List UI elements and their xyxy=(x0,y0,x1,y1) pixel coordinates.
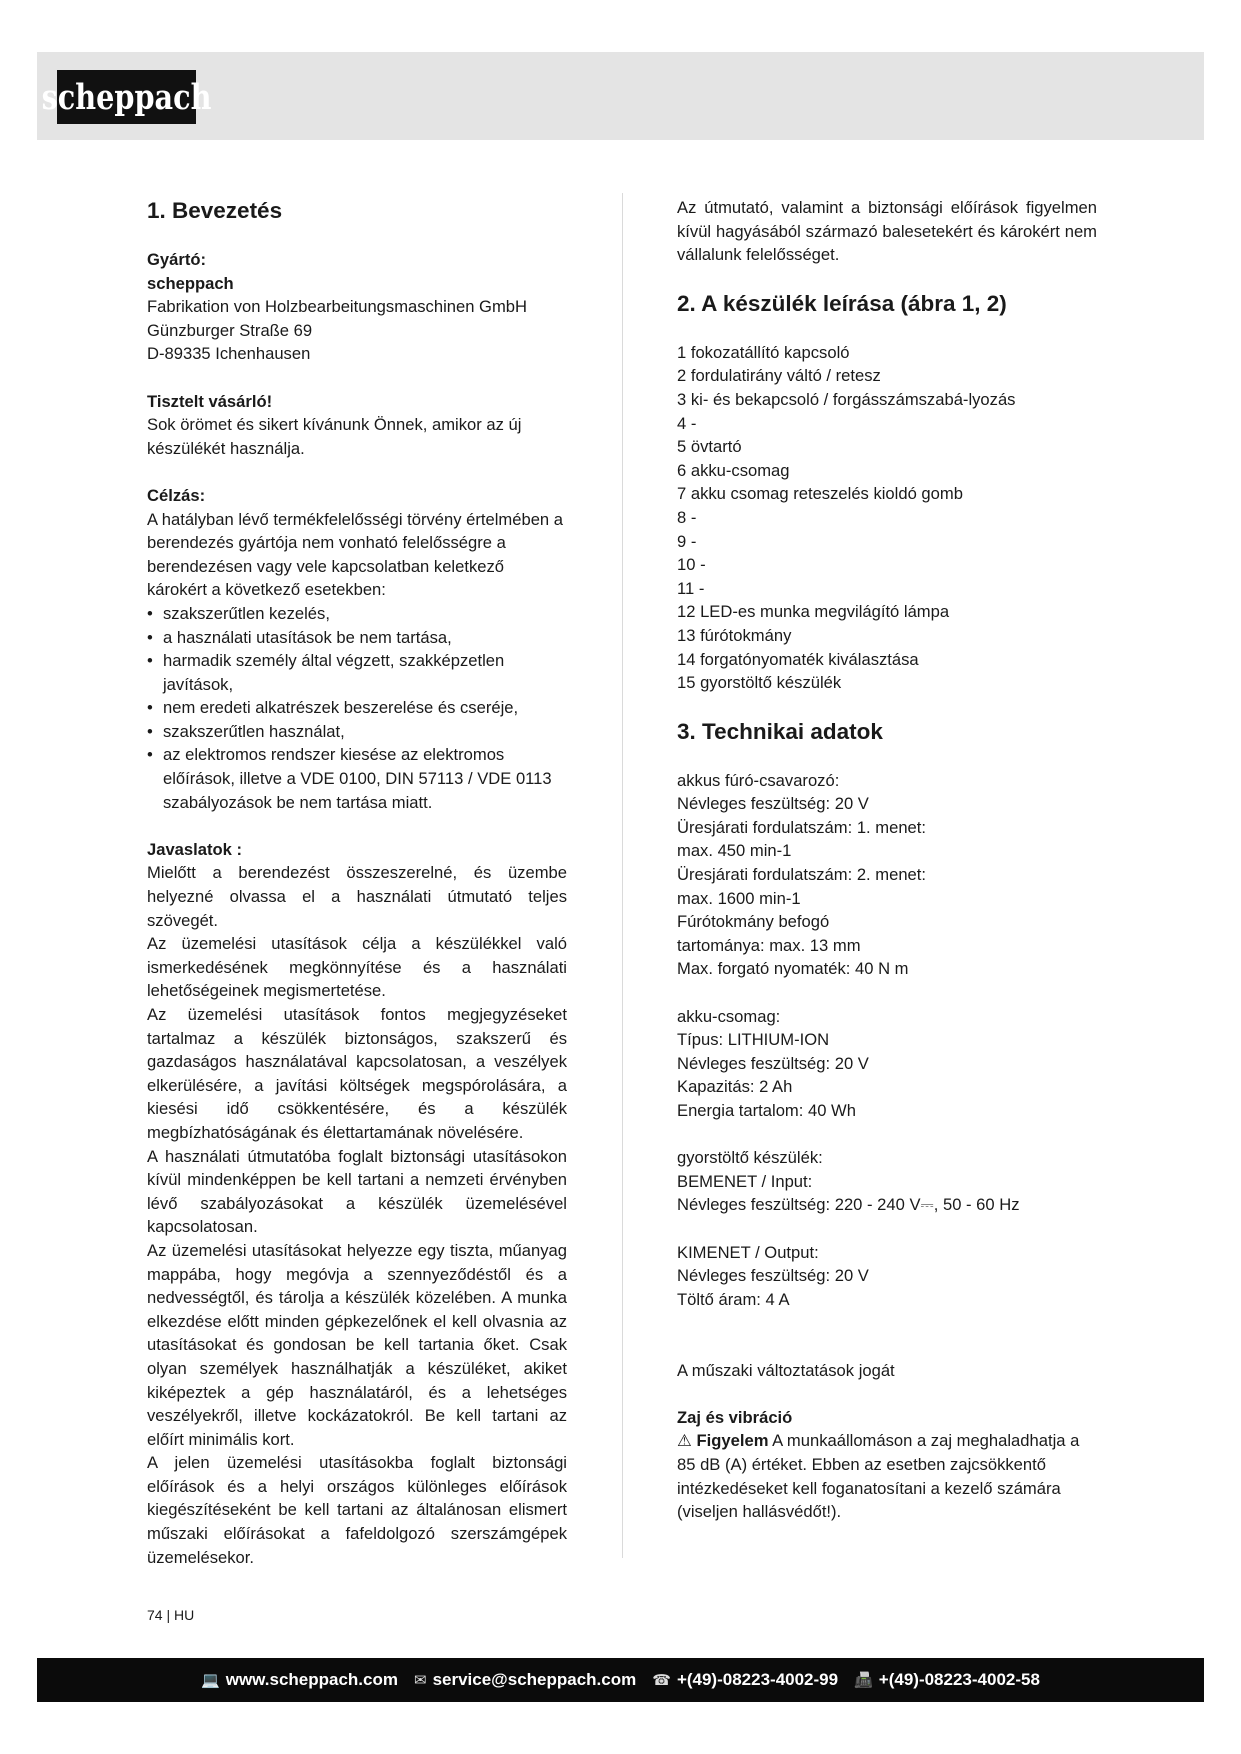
footer-band xyxy=(37,1658,1204,1702)
advice-paragraph: Mielőtt a berendezést összeszerelné, és üzembe helyezné olvassa el a használati útmutató teljes szövegét. xyxy=(147,863,567,930)
spec-line: akku-csomag: xyxy=(677,1006,781,1026)
spec-line: gyorstöltő készülék: xyxy=(677,1148,823,1168)
spec-line: Töltő áram: 4 A xyxy=(677,1289,790,1309)
list-item: 7 akku csomag reteszelés kioldó gomb xyxy=(677,484,963,504)
spec-line: max. 450 min-1 xyxy=(677,841,792,861)
list-item: • nem eredeti alkatrészek beszerelése és cseréje, xyxy=(147,696,567,720)
list-item: • a használati utasítások be nem tartása, xyxy=(147,626,567,650)
advice-paragraph: Az üzemelési utasítások fontos megjegyzéseket tartalmaz a készülék biztonságos, szakszerű és gazdaságos használatával kapcsolatosan, a veszélyek elkerülésére, a javítási költségek megspórolására, a kiesési idő csökkentésére, és a készülék megbízhatóságának és élettartamának növelésére. xyxy=(147,1005,567,1142)
charger-specs xyxy=(677,1146,1097,1217)
list-item: • szakszerűtlen használat, xyxy=(147,720,567,744)
list-item: 10 - xyxy=(677,555,706,575)
footer-phone[interactable] xyxy=(652,1670,838,1690)
dear-customer-text: Sok örömet és sikert kívánunk Önnek, amikor az új készülékét használja. xyxy=(147,415,522,458)
list-item: 1 fokozatállító kapcsoló xyxy=(677,342,850,362)
dear-customer-label: Tisztelt vásárló! xyxy=(147,391,273,411)
section-heading-technical: 3. Technikai adatok xyxy=(677,718,883,744)
brand-logo: scheppach xyxy=(57,70,196,124)
footer-email[interactable] xyxy=(414,1670,636,1690)
warning-text: A munkaállomáson a zaj meghaladhatja a 85 dB (A) értéket. Ebben az esetben zajcsökkentő intézkedéseket kell foganatosítani a kezelő számára (viseljen hallásvédőt!). xyxy=(677,1431,1080,1522)
right-column xyxy=(677,196,1097,1524)
spec-line: Üresjárati fordulatszám: 2. menet: xyxy=(677,865,927,885)
drill-specs xyxy=(677,769,1097,981)
computer-icon: 💻 xyxy=(201,1672,220,1689)
list-item: 4 - xyxy=(677,413,697,433)
list-item: 2 fordulatirány váltó / retesz xyxy=(677,366,881,386)
output-specs xyxy=(677,1241,1097,1312)
rights-note: A műszaki változtatások jogát xyxy=(677,1360,895,1380)
manufacturer-name: scheppach xyxy=(147,273,234,293)
manufacturer-line: Fabrikation von Holzbearbeitungsmaschinen GmbH xyxy=(147,297,528,317)
footer-fax-text: +(49)-08223-4002-58 xyxy=(878,1670,1040,1689)
advice-paragraph: A jelen üzemelési utasításokba foglalt biztonsági előírások és a helyi országos különleges előírások kiegészítéseként be kell tartani az általánosan elismert műszaki előírásokat a fafeldolgozó szerszámgépek üzemelésekor. xyxy=(147,1453,567,1567)
spec-line: Névleges feszültség: 20 V xyxy=(677,1053,869,1073)
section-heading-intro: 1. Bevezetés xyxy=(147,198,283,223)
footer-phone-text: +(49)-08223-4002-99 xyxy=(676,1670,839,1689)
note-label: Célzás: xyxy=(147,485,206,505)
note-bullet-list xyxy=(147,602,567,814)
list-item: 6 akku-csomag xyxy=(677,460,790,480)
list-item: 12 LED-es munka megvilágító lámpa xyxy=(677,602,950,622)
spec-line: Max. forgató nyomaték: 40 N m xyxy=(677,959,909,979)
fax-icon: 📠 xyxy=(854,1672,873,1689)
spec-line: akkus fúró-csavarozó: xyxy=(677,770,840,790)
spec-line: Fúrótokmány befogó xyxy=(677,912,830,932)
spec-line: Üresjárati fordulatszám: 1. menet: xyxy=(677,817,927,837)
phone-icon: ☎ xyxy=(652,1672,671,1689)
spec-line: Kapazitás: 2 Ah xyxy=(677,1077,793,1097)
column-divider xyxy=(622,193,623,1558)
noise-label: Zaj és vibráció xyxy=(677,1407,793,1427)
footer-email-text: service@scheppach.com xyxy=(432,1670,637,1689)
list-item: • szakszerűtlen kezelés, xyxy=(147,602,567,626)
email-icon: ✉ xyxy=(413,1672,427,1689)
list-item: 3 ki- és bekapcsoló / forgásszámszabá-lyozás xyxy=(677,389,1016,409)
spec-line: Típus: LITHIUM-ION xyxy=(677,1030,830,1050)
advice-paragraph: Az üzemelési utasítások célja a készülékkel való ismerkedésének megkönnyítése és a használati lehetőségeinek megismertetése. xyxy=(147,934,567,1001)
list-item: • az elektromos rendszer kiesése az elektromos előírások, illetve a VDE 0100, DIN 57113 / VDE 0113 szabályozások be nem tartása miatt. xyxy=(147,743,567,814)
warning-icon: ⚠ xyxy=(677,1431,692,1451)
list-item: 9 - xyxy=(677,531,697,551)
manufacturer-label: Gyártó: xyxy=(147,250,207,269)
liability-intro: Az útmutató, valamint a biztonsági előírások figyelmen kívül hagyásából származó balesetekért és károkért nem vállalunk felelősséget. xyxy=(677,198,1097,265)
spec-line: Névleges feszültség: 220 - 240 V⎓, 50 - 60 Hz xyxy=(677,1195,1020,1215)
list-item: • harmadik személy által végzett, szakképzetlen javítások, xyxy=(147,649,567,696)
list-item: 5 övtartó xyxy=(677,437,742,457)
advice-paragraph: Az üzemelési utasításokat helyezze egy tiszta, műanyag mappába, hogy megóvja a szennyeződéstől és a nedvességtől, és tárolja a készülék közelében. A munka elkezdése előtt minden gépkezelőnek el kell olvasnia az utasításokat és gondosan be kell tartania őket. Csak olyan személyek használhatják a készüléket, akiket kiképeztek a gép használatáról, és a lehetséges veszélyekről, illetve kockázatokról. Be kell tartani az előírt minimális kort. xyxy=(147,1240,567,1449)
list-item: 11 - xyxy=(677,578,705,598)
footer-fax xyxy=(854,1670,1040,1690)
spec-line: KIMENET / Output: xyxy=(677,1242,819,1262)
left-column xyxy=(147,196,567,1569)
advice-label: Javaslatok : xyxy=(147,839,243,859)
spec-line: Energia tartalom: 40 Wh xyxy=(677,1101,856,1120)
list-item: 15 gyorstöltő készülék xyxy=(677,673,842,693)
spec-line: tartománya: max. 13 mm xyxy=(677,935,861,955)
note-text: A hatályban lévő termékfelelősségi törvény értelmében a berendezés gyártója nem vonható felelősségre a berendezésen vagy vele kapcsolatban keletkező károkért a következő esetekben: xyxy=(147,509,564,600)
section-heading-description: 2. A készülék leírása (ábra 1, 2) xyxy=(677,290,1007,316)
spec-line: max. 1600 min-1 xyxy=(677,888,801,908)
spec-line: Névleges feszültség: 20 V xyxy=(677,1266,869,1286)
advice-paragraph: A használati útmutatóba foglalt biztonsági utasításokon kívül mindenképpen be kell tartani a nemzeti érvényben lévő szabályozásokat a készülék üzemelésével kapcsolatosan. xyxy=(147,1146,567,1237)
manufacturer-line: Günzburger Straße 69 xyxy=(147,320,313,340)
parts-list xyxy=(677,341,1097,695)
list-item: 13 fúrótokmány xyxy=(677,625,792,645)
list-item: 14 forgatónyomaték kiválasztása xyxy=(677,649,919,669)
list-item: 8 - xyxy=(677,507,697,527)
warning-label: Figyelem xyxy=(696,1431,769,1451)
footer-web[interactable] xyxy=(201,1670,398,1690)
warning-paragraph xyxy=(677,1429,1097,1523)
page-number: 74 | HU xyxy=(147,1607,195,1623)
spec-line: BEMENET / Input: xyxy=(677,1171,813,1191)
footer-web-text: www.scheppach.com xyxy=(225,1670,398,1689)
header-band xyxy=(37,52,1204,140)
battery-specs xyxy=(677,1005,1097,1123)
spec-line: Névleges feszültség: 20 V xyxy=(677,794,869,814)
manufacturer-line: D-89335 Ichenhausen xyxy=(147,344,311,364)
